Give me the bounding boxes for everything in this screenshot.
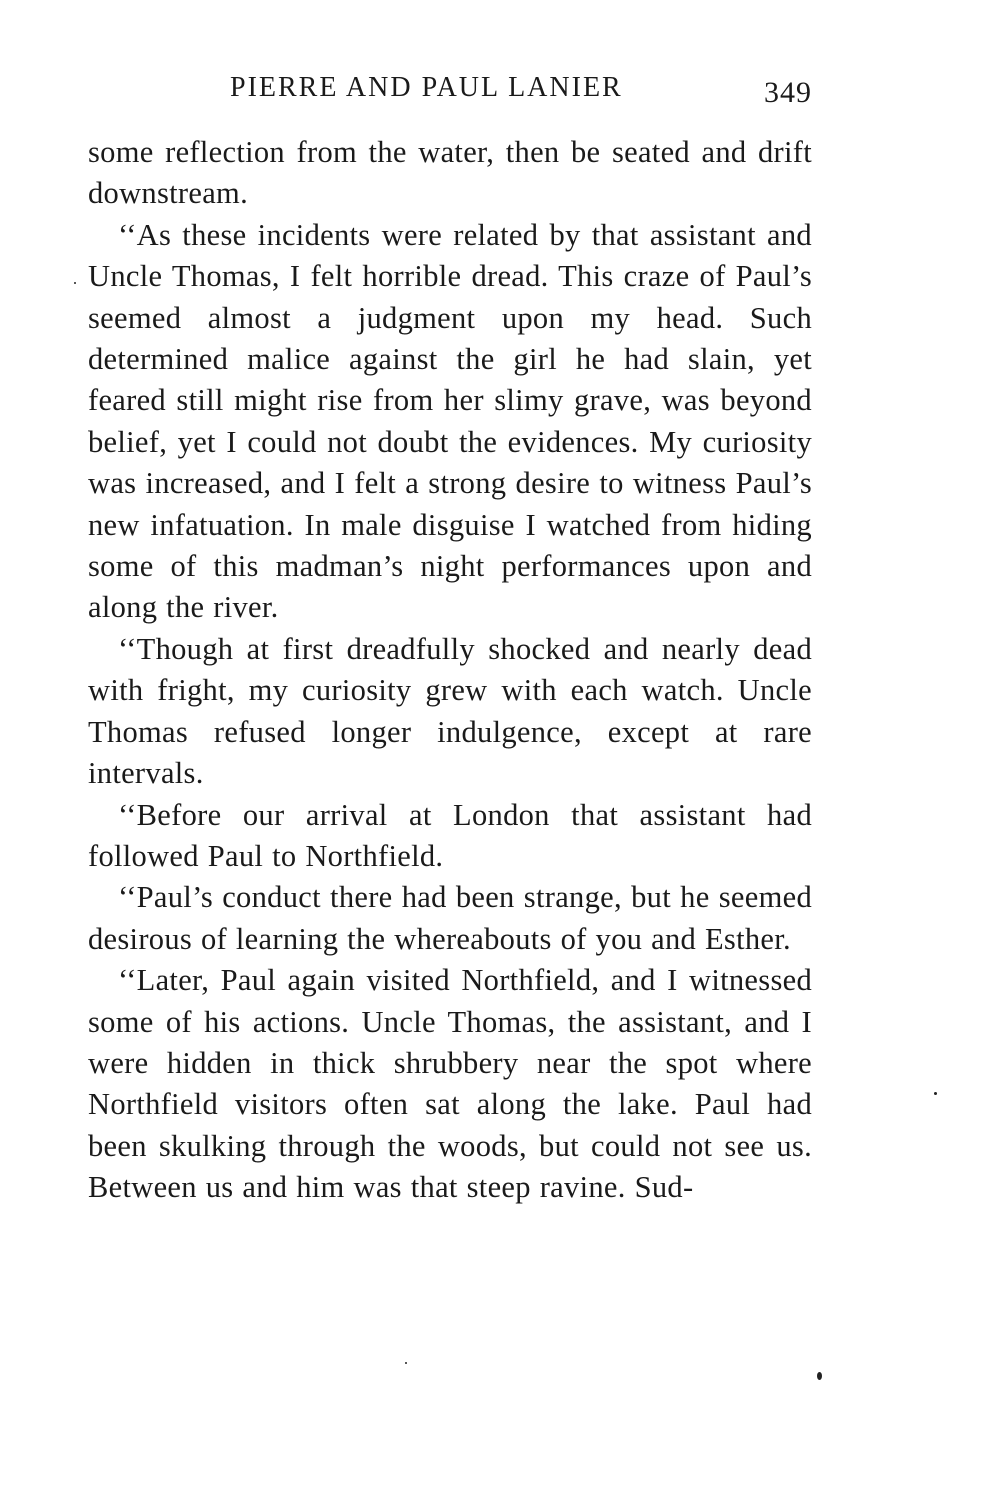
paragraph: ‘‘Paul’s conduct there had been strange, but he seemed desirous of learning the whereabouts of you and Esther. <box>88 880 812 956</box>
ink-speck <box>405 1362 407 1364</box>
ink-speck <box>934 1092 937 1095</box>
running-head <box>88 70 812 116</box>
body-text <box>88 132 812 1209</box>
paragraph-continuation: some reflection from the water, then be seated and drift downstream. <box>88 135 812 211</box>
paragraph: ‘‘Though at first dreadfully shocked and nearly dead with fright, my curiosity grew with each watch. Uncle Thomas refused longer indulgence, except at rare intervals. <box>88 631 812 791</box>
paragraph: ‘‘Before our arrival at London that assistant had followed Paul to Northfield. <box>88 797 812 873</box>
paragraph: ‘‘Later, Paul again visited Northfield, and I witnessed some of his actions. Uncle Thomas, the assistant, and I were hidden in thick shrubbery near the spot where Northfield visitors often sat along the lake. Paul had been skulking through the woods, but could not see us. Between us and him was that steep ravine. Sud- <box>88 963 812 1205</box>
paragraph: ‘‘As these incidents were related by that assistant and Uncle Thomas, I felt horrible dread. This craze of Paul’s seemed almost a judgment upon my head. Such determined malice against the girl he had slain, yet feared still might rise from her slimy grave, was beyond belief, yet I could not doubt the evidences. My curiosity was increased, and I felt a strong desire to witness Paul’s new infatuation. In male disguise I watched from hiding some of this madman’s night performances upon and along the river. <box>88 217 812 625</box>
ink-speck <box>817 1372 822 1380</box>
ink-speck <box>74 282 76 284</box>
book-page <box>88 70 812 1209</box>
page-number: 349 <box>764 76 812 109</box>
running-title: PIERRE AND PAUL LANIER <box>230 72 623 103</box>
